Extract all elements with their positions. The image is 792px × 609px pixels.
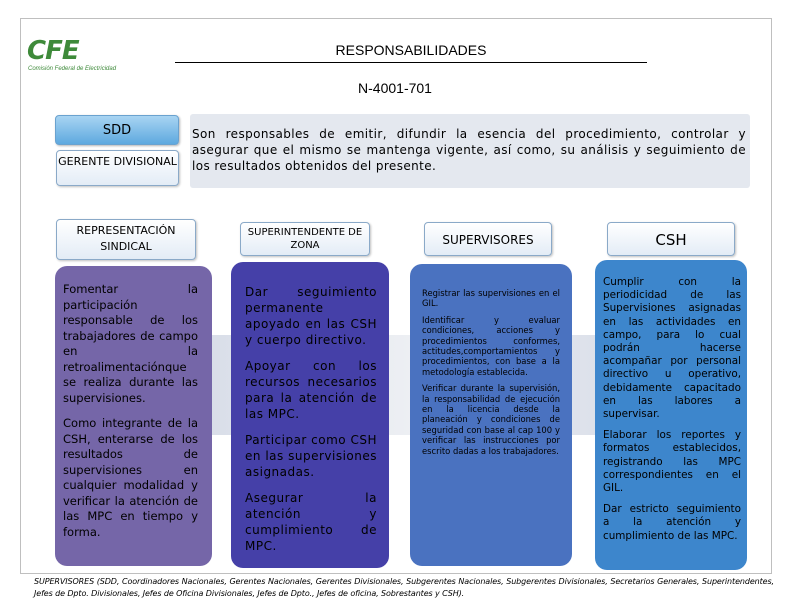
responsibility-item: Dar estricto seguimiento a la atención y cumplimiento de las MPC. <box>603 503 741 542</box>
column-supervisores <box>410 264 572 566</box>
header-csh: CSH <box>607 222 735 256</box>
responsibility-item: Identificar y evaluar condiciones, acciones y procedimientos conformes, actitudes,comportamientos y procedimientos, con base a la metodología establecida. <box>422 314 560 377</box>
responsibility-item: Dar seguimiento permanente apoyado en las CSH y cuerpo directivo. <box>245 285 377 347</box>
document-code: N-4001-701 <box>358 80 432 96</box>
column-superintendente-zona <box>231 262 389 568</box>
cfe-logo <box>27 36 137 80</box>
responsibility-item: Participar como CSH en las supervisiones asignadas. <box>245 433 377 479</box>
cfe-logo-subtitle: Comisión Federal de Electricidad <box>28 66 117 72</box>
sdd-label: SDD <box>55 115 179 145</box>
responsibility-item: Cumplir con la periodicidad de las Supervisiones asignadas en las actividades en campo, para lo cual podrán hacerse acompañar por personal directivo u operativo, debidamente capacitado en las labores a supervisar. <box>603 276 741 421</box>
header-representacion-sindical: REPRESENTACIÓN SINDICAL <box>56 219 196 260</box>
header-supervisores: SUPERVISORES <box>424 222 552 256</box>
column-csh <box>595 260 747 570</box>
page-title: RESPONSABILIDADES <box>175 42 647 63</box>
responsibility-item: Como integrante de la CSH, enterarse de los resultados de supervisiones en cualquier modalidad y verificar la atención de las MPC en tiempo y forma. <box>63 416 198 539</box>
responsibility-item: Elaborar los reportes y formatos establecidos, registrando las MPC correspondientes en el GIL. <box>603 429 741 495</box>
header-superintendente-zona: SUPERINTENDENTE DE ZONA <box>240 222 370 256</box>
purpose-statement: Son responsables de emitir, difundir la esencia del procedimiento, controlar y asegurar que el mismo se mantenga vigente, así como, su análisis y seguimiento de los resultados obtenidos del presente. <box>190 114 750 188</box>
responsibility-item: Fomentar la participación responsable de los trabajadores de campo en la retroalimentaciónque se realiza durante las supervisiones. <box>63 282 198 405</box>
responsibility-item: Apoyar con los recursos necesarios para la atención de las MPC. <box>245 359 377 421</box>
cfe-logo-mark: CFE <box>27 36 79 66</box>
column-representacion-sindical <box>55 266 212 566</box>
responsibility-item: Verificar durante la supervisión, la responsabilidad de ejecución en la licencia desde la planeación y condiciones de seguridad con base al cap 100 y verificar las instrucciones por escrito dadas a los trabajadores. <box>422 383 560 456</box>
responsibility-item: Asegurar la atención y cumplimiento de MPC. <box>245 491 377 553</box>
footnote: SUPERVISORES (SDD, Coordinadores Nacionales, Gerentes Nacionales, Gerentes Divisionales, Subgerentes Nacionales, Subgerentes Divisionales, Secretarios Generales, Superintendentes, Jefes de Dpto. Divisionales, Jefes de Oficina Divisionales, Jefes de Dpto., Jefes de oficina, Sobrestantes y CSH). <box>34 577 774 598</box>
gerente-divisional-label: GERENTE DIVISIONAL <box>56 150 179 186</box>
responsibility-item: Registrar las supervisiones en el GIL. <box>422 288 560 309</box>
